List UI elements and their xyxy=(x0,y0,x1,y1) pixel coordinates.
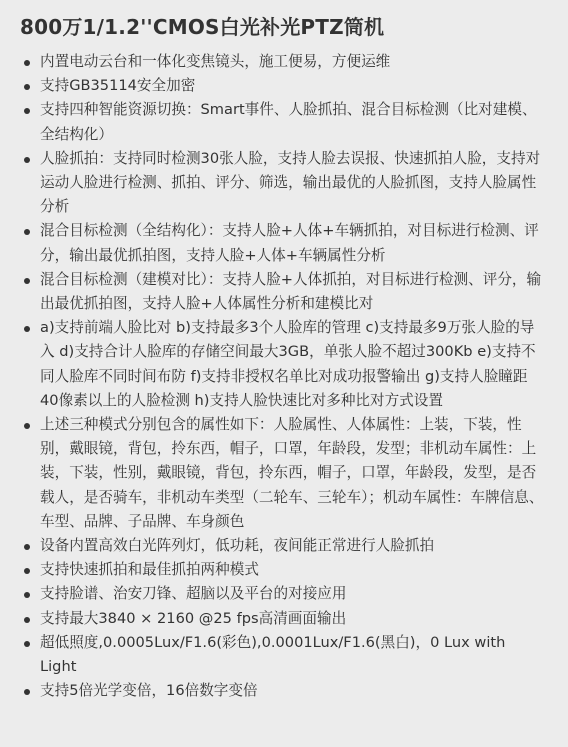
feature-item: 设备内置高效白光阵列灯，低功耗，夜间能正常进行人脸抓拍 xyxy=(20,534,544,558)
feature-item: a)支持前端人脸比对 b)支持最多3个人脸库的管理 c)支持最多9万张人脸的导入 d)支持合计人脸库的存储空间最大3GB，单张人脸不超过300Kb e)支持不同人脸库不同时间布防 f)支持非授权名单比对成功报警输出 g)支持人脸瞳距40像素以上的人脸检测 h)支持人脸快速比对多种比对方式设置 xyxy=(20,316,544,413)
feature-item: 超低照度,0.0005Lux/F1.6(彩色),0.0001Lux/F1.6(黑白)，0 Lux with Light xyxy=(20,631,544,679)
feature-item: 支持GB35114安全加密 xyxy=(20,74,544,98)
feature-item: 人脸抓拍：支持同时检测30张人脸，支持人脸去误报、快速抓拍人脸，支持对运动人脸进行检测、抓拍、评分、筛选，输出最优的人脸抓图，支持人脸属性分析 xyxy=(20,147,544,220)
feature-item: 支持最大3840 × 2160 @25 fps高清画面输出 xyxy=(20,607,544,631)
feature-list xyxy=(20,50,544,703)
feature-item: 支持脸谱、治安刀锋、超脑以及平台的对接应用 xyxy=(20,582,544,606)
feature-item: 支持5倍光学变倍，16倍数字变倍 xyxy=(20,679,544,703)
feature-item: 混合目标检测（全结构化）：支持人脸+人体+车辆抓拍，对目标进行检测、评分，输出最优抓拍图，支持人脸+人体+车辆属性分析 xyxy=(20,219,544,267)
feature-item: 支持四种智能资源切换：Smart事件、人脸抓拍、混合目标检测（比对建模、全结构化） xyxy=(20,98,544,146)
feature-item: 上述三种模式分别包含的属性如下：人脸属性、人体属性：上装，下装，性别，戴眼镜，背包，拎东西，帽子，口罩，年龄段，发型；非机动车属性：上装，下装，性别，戴眼镜，背包，拎东西，帽子，口罩，年龄段，发型，是否载人，是否骑车，非机动车类型（二轮车、三轮车）；机动车属性：车牌信息、车型、品牌、子品牌、车身颜色 xyxy=(20,413,544,534)
product-title: 800万1/1.2''CMOS白光补光PTZ筒机 xyxy=(20,15,385,39)
feature-item: 内置电动云台和一体化变焦镜头，施工便易，方便运维 xyxy=(20,50,544,74)
feature-item: 支持快速抓拍和最佳抓拍两种模式 xyxy=(20,558,544,582)
feature-item: 混合目标检测（建模对比）：支持人脸+人体抓拍，对目标进行检测、评分，输出最优抓拍图，支持人脸+人体属性分析和建模比对 xyxy=(20,268,544,316)
